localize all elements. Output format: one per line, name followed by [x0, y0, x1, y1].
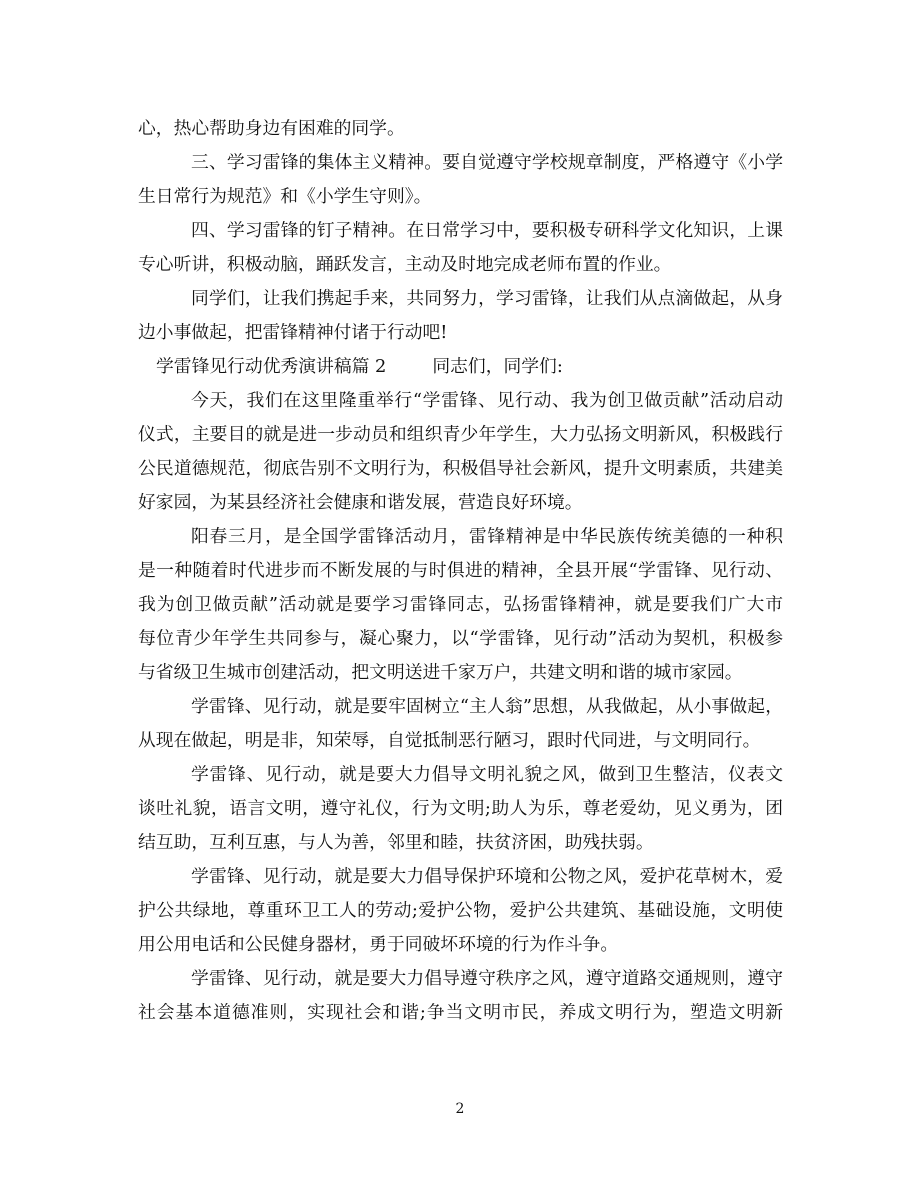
paragraph-line: 护公共绿地，尊重环卫工人的劳动;爱护公物，爱护公共建筑、基础设施，文明使 [138, 900, 783, 921]
paragraph-line: 三、学习雷锋的集体主义精神。要自觉遵守学校规章制度，严格遵守《小学 [191, 152, 783, 173]
paragraph-line: 从现在做起，明是非，知荣辱，自觉抵制恶行陋习，跟时代同进，与文明同行。 [138, 730, 761, 751]
paragraph-line: 谈吐礼貌，语言文明，遵守礼仪，行为文明;助人为乐，尊老爱幼，见义勇为，团 [138, 798, 783, 819]
paragraph-line: 专心听讲，积极动脑，踊跃发言，主动及时地完成老师布置的作业。 [138, 254, 672, 275]
section-heading-line [138, 350, 783, 384]
paragraph-line: 社会基本道德准则，实现社会和谐;争当文明市民，养成文明行为，塑造文明新 [138, 1002, 783, 1023]
paragraph-line: 每位青少年学生共同参与，凝心聚力，以“学雷锋，见行动”活动为契机，积极参 [138, 628, 783, 649]
paragraph-line: 学雷锋、见行动，就是要大力倡导文明礼貌之风，做到卫生整洁，仪表文 [191, 764, 783, 785]
salutation: 同志们，同学们: [432, 356, 563, 377]
paragraph-line: 与省级卫生城市创建活动，把文明送进千家万户，共建文明和谐的城市家园。 [138, 662, 743, 683]
paragraph-line: 仪式，主要目的就是进一步动员和组织青少年学生，大力弘扬文明新风，积极践行 [138, 424, 783, 445]
paragraph-line: 是一种随着时代进步而不断发展的与时俱进的精神，全县开展“学雷锋、见行动、 [138, 560, 783, 581]
page-number: 2 [455, 1101, 465, 1117]
paragraph-line: 阳春三月，是全国学雷锋活动月，雷锋精神是中华民族传统美德的一种积 [191, 526, 783, 547]
paragraph-line: 学雷锋、见行动，就是要牢固树立“主人翁”思想，从我做起，从小事做起， [191, 696, 783, 717]
section-heading: 学雷锋见行动优秀演讲稿篇 2 [156, 356, 387, 377]
paragraph-line: 四、学习雷锋的钉子精神。在日常学习中，要积极专研科学文化知识，上课 [191, 220, 783, 241]
paragraph-line: 学雷锋、见行动，就是要大力倡导保护环境和公物之风，爱护花草树木，爱 [191, 866, 783, 887]
paragraph-line: 今天，我们在这里隆重举行“学雷锋、见行动、我为创卫做贡献”活动启动 [191, 390, 783, 411]
paragraph-line: 学雷锋、见行动，就是要大力倡导遵守秩序之风，遵守道路交通规则，遵守 [191, 968, 783, 989]
paragraph-line: 生日常行为规范》和《小学生守则》。 [138, 186, 432, 207]
document-body [138, 112, 783, 1030]
paragraph-line: 用公用电话和公民健身器材，勇于同破坏环境的行为作斗争。 [138, 934, 619, 955]
paragraph-line: 我为创卫做贡献”活动就是要学习雷锋同志，弘扬雷锋精神，就是要我们广大市 [138, 594, 783, 615]
paragraph-line: 心，热心帮助身边有困难的同学。 [138, 118, 405, 139]
paragraph-line: 好家园，为某县经济社会健康和谐发展，营造良好环境。 [138, 492, 583, 513]
paragraph-line: 公民道德规范，彻底告别不文明行为，积极倡导社会新风，提升文明素质，共建美 [138, 458, 783, 479]
paragraph-line: 结互助，互利互惠，与人为善，邻里和睦，扶贫济困，助残扶弱。 [138, 832, 654, 853]
paragraph-line: 边小事做起，把雷锋精神付诸于行动吧! [138, 322, 448, 343]
paragraph-line: 同学们，让我们携起手来，共同努力，学习雷锋，让我们从点滴做起，从身 [191, 288, 783, 309]
